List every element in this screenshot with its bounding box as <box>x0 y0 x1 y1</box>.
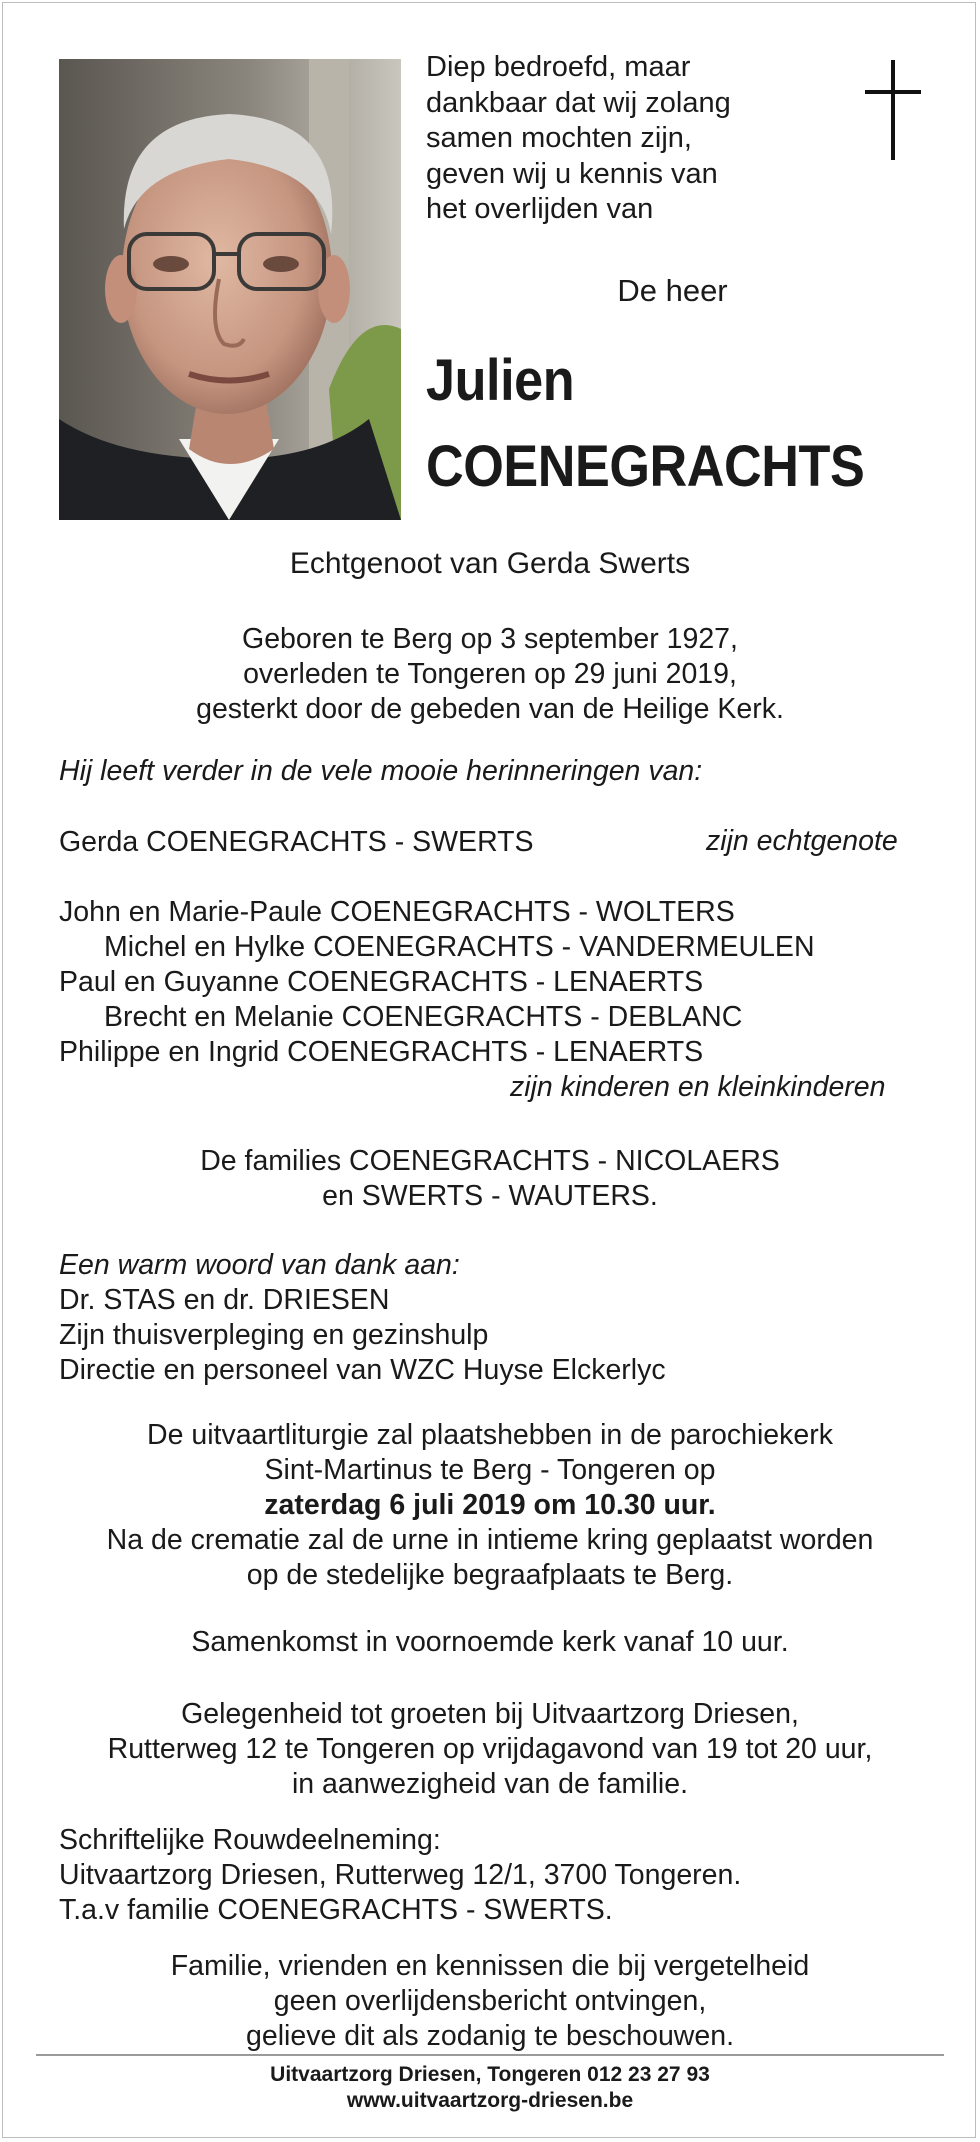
closing-line: gelieve dit als zodanig te beschouwen. <box>246 2020 734 2052</box>
intro-line: geven wij u kennis van <box>426 157 718 190</box>
spouse-role: zijn echtgenote <box>706 825 898 857</box>
intro-line: samen mochten zijn, <box>426 122 692 154</box>
condolence-line: Schriftelijke Rouwdeelneming: <box>59 1824 441 1856</box>
closing-line: geen overlijdensbericht ontvingen, <box>273 1985 707 2017</box>
spouse-line: Echtgenoot van Gerda Swerts <box>289 547 691 580</box>
families-block <box>0 1144 980 1214</box>
birth-death-block <box>0 622 980 727</box>
intro-line: Diep bedroefd, maar <box>426 51 691 83</box>
salutation: De heer <box>617 273 728 308</box>
visitation-line: Gelegenheid tot groeten bij Uitvaartzorg Driesen, <box>181 1698 799 1730</box>
funeral-date: zaterdag 6 juli 2019 om 10.30 uur. <box>264 1489 716 1521</box>
closing-line: Familie, vrienden en kennissen die bij vergetelheid <box>170 1950 810 1982</box>
funeral-line: De uitvaartliturgie zal plaatshebben in de parochiekerk <box>147 1419 833 1451</box>
intro-text <box>426 50 766 228</box>
thanks-line: Directie en personeel van WZC Huyse Elckerlyc <box>59 1354 666 1386</box>
birth-death-line: Geboren te Berg op 3 september 1927, <box>242 623 738 655</box>
memories-intro: Hij leeft verder in de vele mooie herinneringen van: <box>59 755 703 787</box>
child-line: Paul en Guyanne COENEGRACHTS - LENAERTS <box>59 966 704 998</box>
deceased-last-name: COENEGRACHTS <box>426 434 865 499</box>
family-line: en SWERTS - WAUTERS. <box>322 1180 658 1212</box>
intro-line: dankbaar dat wij zolang <box>426 86 731 119</box>
cross-icon <box>865 60 921 160</box>
footer-divider <box>36 2054 944 2056</box>
children-role: zijn kinderen en kleinkinderen <box>510 1071 886 1103</box>
condolence-line: Uitvaartzorg Driesen, Rutterweg 12/1, 3700 Tongeren. <box>59 1859 742 1891</box>
children-list <box>59 895 815 1070</box>
visitation-block <box>0 1697 980 1802</box>
funeral-line: Sint-Martinus te Berg - Tongeren op <box>264 1454 716 1486</box>
child-line: Philippe en Ingrid COENEGRACHTS - LENAERTS <box>59 1036 704 1068</box>
intro-line: het overlijden van <box>426 193 654 225</box>
gathering-line: Samenkomst in voornoemde kerk vanaf 10 uur. <box>191 1626 789 1658</box>
funeral-line: Na de crematie zal de urne in intieme kring geplaatst worden <box>106 1524 874 1556</box>
spouse-name: Gerda COENEGRACHTS - SWERTS <box>59 826 534 858</box>
family-line: De families COENEGRACHTS - NICOLAERS <box>200 1145 780 1177</box>
child-line: Brecht en Melanie COENEGRACHTS - DEBLANC <box>104 1001 743 1033</box>
footer-company: Uitvaartzorg Driesen, Tongeren 012 23 27 93 <box>270 2063 710 2086</box>
birth-death-line: gesterkt door de gebeden van de Heilige Kerk. <box>196 693 784 725</box>
child-line: John en Marie-Paule COENEGRACHTS - WOLTERS <box>59 896 735 928</box>
thanks-intro: Een warm woord van dank aan: <box>59 1249 460 1281</box>
thanks-line: Dr. STAS en dr. DRIESEN <box>59 1284 390 1316</box>
funeral-line: op de stedelijke begraafplaats te Berg. <box>246 1559 734 1591</box>
thanks-block <box>59 1248 666 1388</box>
condolence-block <box>59 1823 741 1928</box>
footer-website[interactable]: www.uitvaartzorg-driesen.be <box>346 2089 634 2112</box>
birth-death-line: overleden te Tongeren op 29 juni 2019, <box>243 658 737 690</box>
funeral-block <box>0 1418 980 1593</box>
visitation-line: in aanwezigheid van de familie. <box>291 1768 689 1800</box>
deceased-first-name: Julien <box>426 348 575 413</box>
visitation-line: Rutterweg 12 te Tongeren op vrijdagavond van 19 tot 20 uur, <box>107 1733 873 1765</box>
condolence-line: T.a.v familie COENEGRACHTS - SWERTS. <box>59 1894 613 1926</box>
child-line: Michel en Hylke COENEGRACHTS - VANDERMEULEN <box>104 931 815 963</box>
thanks-line: Zijn thuisverpleging en gezinshulp <box>59 1319 489 1351</box>
closing-block <box>0 1949 980 2054</box>
